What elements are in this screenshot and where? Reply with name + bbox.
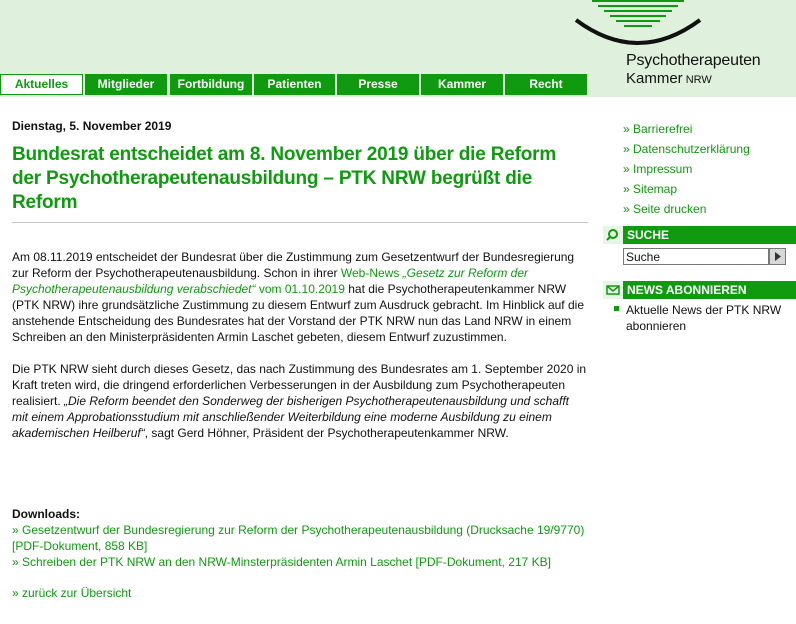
logo-line2-suffix: NRW <box>685 74 712 86</box>
search-box-header <box>603 226 796 244</box>
sidebar-links <box>623 119 750 219</box>
p2-quote: „Die Reform beendet den Sonderweg der bisherigen Psychotherapeutenausbildung und schafft mit einem Approbationsstudium mit anschließender Weiterbildung eine moderne Ausbildung zu einem akademischen Heilberuf“ <box>12 394 570 440</box>
bullet-icon <box>614 306 619 311</box>
search-title: SUCHE <box>627 228 670 242</box>
tab-recht[interactable]: Recht <box>505 74 587 95</box>
web-news-link-title: „Gesetz zur Reform der Psychotherapeutenausbildung verabschiedet“ <box>12 266 529 296</box>
p1-text-a: Am 08.11.2019 entscheidet der Bundesrat über die Zustimmung zum Gesetzentwurf der Bundesregierung zur Reform der Psychotherapeutenausbildung. Schon in ihrer <box>12 250 575 280</box>
envelope-icon <box>603 281 623 299</box>
downloads-title: Downloads: <box>12 507 80 521</box>
p2-text-a: Die PTK NRW sieht durch dieses Gesetz, das nach Zustimmung des Bundesrates am 1. September 2020 in Kraft treten wird, die dringend erforderlichen Verbesserungen in der Ausbildung zum Psychotherapeuten realisiert. <box>12 362 587 408</box>
web-news-link-prefix: Web-News <box>340 266 403 280</box>
download-link-schreiben[interactable]: » Schreiben der PTK NRW an den NRW-Minsterpräsidenten Armin Laschet [PDF-Dokument, 217 KB] <box>12 555 551 569</box>
logo-line2 <box>626 70 712 87</box>
kammer-emblem-icon <box>572 0 722 50</box>
logo-line2-text: Kammer <box>626 70 683 87</box>
p1-text-b: hat die Psychotherapeutenkammer NRW (PTK NRW) ihre grundsätzliche Zustimmung zu diesem Entwurf zum Ausdruck gebracht. Im Hinblick auf die anstehende Entscheidung des Bundesrates hat der Vorstand der PTK NRW nun das Land NRW in einem Schreiben an den Ministerpräsidenten Armin Laschet gebeten, diesem Entwurf zuzustimmen. <box>12 282 584 344</box>
search-input[interactable] <box>623 248 769 265</box>
divider <box>12 222 588 223</box>
web-news-link-suffix: vom 01.10.2019 <box>255 282 345 296</box>
tab-mitglieder[interactable]: Mitglieder <box>85 74 167 95</box>
logo[interactable] <box>568 0 796 97</box>
tab-kammer[interactable]: Kammer <box>421 74 503 95</box>
tab-aktuelles[interactable]: Aktuelles <box>0 74 83 95</box>
news-subscribe-link[interactable]: Aktuelle News der PTK NRW abonnieren <box>626 303 782 333</box>
sidebar-link-sitemap[interactable]: » Sitemap <box>623 182 678 196</box>
logo-line1: Psychotherapeuten <box>626 52 761 69</box>
news-box-header <box>603 281 796 299</box>
article <box>12 119 588 600</box>
search-icon <box>603 226 623 244</box>
paragraph-1 <box>12 249 588 345</box>
arrow-right-icon <box>770 249 785 264</box>
header <box>0 0 796 97</box>
news-title: NEWS ABONNIEREN <box>627 283 747 297</box>
back-to-overview-link[interactable]: » zurück zur Übersicht <box>12 586 132 600</box>
paragraph-2 <box>12 361 588 441</box>
downloads <box>12 506 588 570</box>
sidebar-link-print[interactable]: » Seite drucken <box>623 202 707 216</box>
tab-fortbildung[interactable]: Fortbildung <box>170 74 252 95</box>
download-link-gesetzentwurf[interactable]: » Gesetzentwurf der Bundesregierung zur Reform der Psychotherapeutenausbildung (Drucksache 19/9770) [PDF-Dokument, 858 KB] <box>12 523 585 553</box>
sidebar-link-datenschutz[interactable]: » Datenschutzerklärung <box>623 142 750 156</box>
tab-presse[interactable]: Presse <box>337 74 419 95</box>
sidebar-link-impressum[interactable]: » Impressum <box>623 162 693 176</box>
article-date: Dienstag, 5. November 2019 <box>12 119 172 133</box>
tab-patienten[interactable]: Patienten <box>254 74 335 95</box>
article-headline: Bundesrat entscheidet am 8. November 2019 über die Reform der Psychotherapeutenausbildung – PTK NRW begrüßt die Reform <box>12 144 557 213</box>
p2-text-b: , sagt Gerd Höhner, Präsident der Psychotherapeutenkammer NRW. <box>144 426 509 440</box>
sidebar-link-barrierefrei[interactable]: » Barrierefrei <box>623 122 693 136</box>
search-submit-button[interactable] <box>769 248 786 265</box>
article-body <box>12 249 588 457</box>
